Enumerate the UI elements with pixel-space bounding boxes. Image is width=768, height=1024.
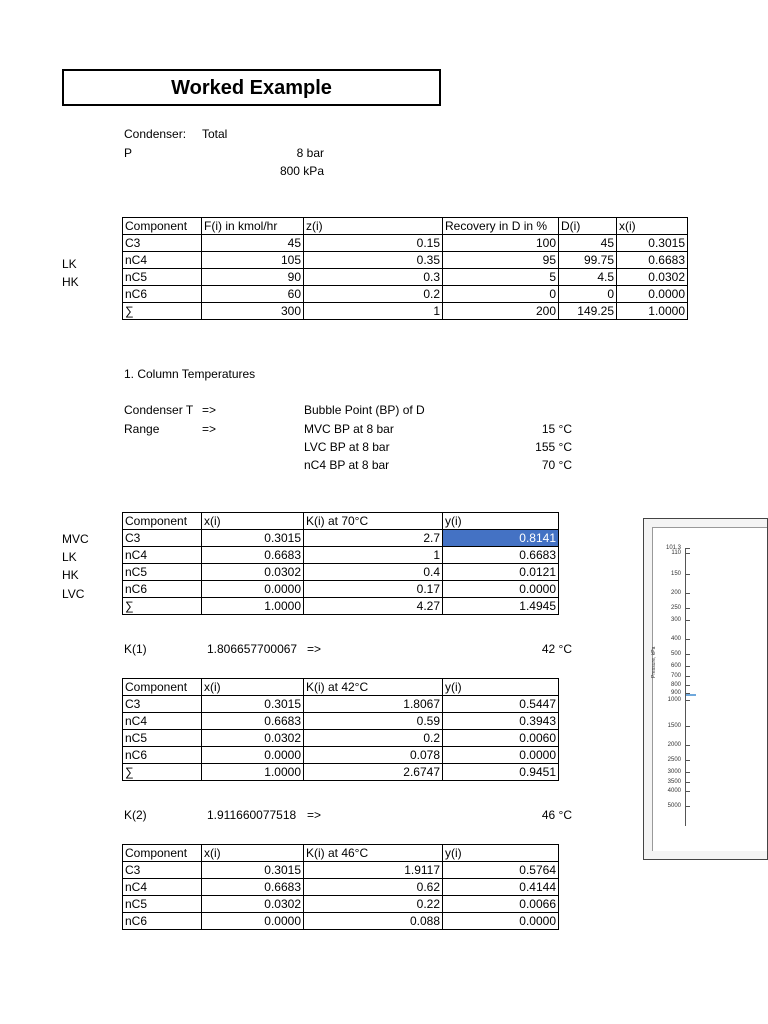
- value-cell: 0.6683: [202, 713, 304, 730]
- pressure-tick-label: 101.3: [665, 545, 681, 551]
- component-cell: nC4: [123, 879, 202, 896]
- pressure-tick-label: 2000: [667, 742, 681, 749]
- table-header-row: [123, 218, 688, 235]
- value-cell: 300: [202, 303, 304, 320]
- pressure-tick-mark: [685, 548, 690, 549]
- value-cell: 1: [304, 547, 443, 564]
- pressure-tick-mark: [685, 666, 690, 667]
- component-cell: ∑: [123, 303, 202, 320]
- nc4-bp-value: 70 °C: [541, 458, 572, 472]
- value-cell: 0.9451: [443, 764, 559, 781]
- value-cell: 0.0000: [443, 747, 559, 764]
- value-cell: 1.0000: [617, 303, 688, 320]
- chart-panel: [652, 527, 767, 851]
- side-label-mvc: MVC: [62, 532, 89, 546]
- side-label-lvc: LVC: [62, 587, 85, 601]
- depriester-chart-image: [643, 518, 768, 860]
- value-cell: 99.75: [559, 252, 617, 269]
- k1-arrow: =>: [307, 642, 322, 656]
- pressure-tick-label: 1500: [667, 723, 681, 730]
- value-cell: 1.9117: [304, 862, 443, 879]
- side-label-lk: LK: [62, 550, 77, 564]
- lvc-bp-desc: LVC BP at 8 bar: [304, 440, 390, 454]
- value-cell: 0.6683: [202, 547, 304, 564]
- value-cell: 0.3015: [202, 696, 304, 713]
- pressure-tick-label: 3500: [667, 779, 681, 786]
- value-cell: 0.3015: [617, 235, 688, 252]
- condenser-label: Condenser:: [124, 127, 187, 141]
- value-cell: 60: [202, 286, 304, 303]
- k-table-42c: [122, 678, 559, 781]
- table-row: [123, 862, 559, 879]
- value-cell: 0.5447: [443, 696, 559, 713]
- value-cell: 0.6683: [443, 547, 559, 564]
- value-cell: 0.0000: [202, 747, 304, 764]
- component-cell: nC5: [123, 896, 202, 913]
- pressure-tick-mark: [685, 700, 690, 701]
- value-cell: 0.17: [304, 581, 443, 598]
- value-cell: 2.7: [304, 530, 443, 547]
- table-row: [123, 530, 559, 547]
- table-row: [123, 252, 688, 269]
- column-header: y(i): [443, 845, 559, 862]
- pressure-axis-title: Pressure, kPa: [651, 646, 657, 678]
- value-cell: 0.3015: [202, 862, 304, 879]
- value-cell: 0.2: [304, 730, 443, 747]
- component-cell: C3: [123, 862, 202, 879]
- value-cell: 0.0000: [443, 581, 559, 598]
- k2-result: 46 °C: [541, 808, 572, 822]
- column-header: x(i): [202, 679, 304, 696]
- component-cell: nC5: [123, 269, 202, 286]
- pressure-kpa: 800 kPa: [279, 164, 324, 178]
- value-cell: 100: [443, 235, 559, 252]
- table-header-row: [123, 845, 559, 862]
- value-cell: 0.078: [304, 747, 443, 764]
- table-row: [123, 564, 559, 581]
- value-cell: 0.6683: [617, 252, 688, 269]
- column-header: x(i): [202, 513, 304, 530]
- pressure-tick-mark: [685, 745, 690, 746]
- table-row: [123, 764, 559, 781]
- range-arrow: =>: [202, 422, 217, 436]
- k2-value: 1.911660077518: [207, 808, 297, 822]
- pressure-tick-label: 4000: [667, 788, 681, 795]
- value-cell: 5: [443, 269, 559, 286]
- component-cell: nC6: [123, 747, 202, 764]
- pressure-tick-mark: [685, 639, 690, 640]
- pressure-tick-label: 200: [670, 590, 681, 596]
- pressure-tick-mark: [685, 772, 690, 773]
- pressure-tick-mark: [685, 685, 690, 686]
- value-cell: 105: [202, 252, 304, 269]
- value-cell: 0: [443, 286, 559, 303]
- value-cell: 0.088: [304, 913, 443, 930]
- range-label: Range: [124, 422, 160, 436]
- pressure-tick-label: 150: [670, 570, 681, 577]
- value-cell: 0.4144: [443, 879, 559, 896]
- value-cell: 1.0000: [202, 764, 304, 781]
- feed-side-label-hk: HK: [62, 275, 79, 289]
- table-row: [123, 879, 559, 896]
- column-header: z(i): [304, 218, 443, 235]
- pressure-tick-mark: [685, 654, 690, 655]
- table-row: [123, 235, 688, 252]
- pressure-label: P: [124, 146, 133, 160]
- side-label-hk: HK: [62, 568, 79, 582]
- value-cell: 45: [559, 235, 617, 252]
- value-cell: 0.0060: [443, 730, 559, 747]
- value-cell: 0.35: [304, 252, 443, 269]
- value-cell: 0.0000: [202, 913, 304, 930]
- value-cell: 0.0302: [202, 564, 304, 581]
- component-cell: C3: [123, 530, 202, 547]
- value-cell: 0.0000: [443, 913, 559, 930]
- value-cell: 200: [443, 303, 559, 320]
- pressure-tick-label: 700: [670, 672, 681, 679]
- column-header: x(i): [617, 218, 688, 235]
- value-cell: 4.5: [559, 269, 617, 286]
- value-cell: 0.59: [304, 713, 443, 730]
- pressure-bar: 8 bar: [296, 146, 324, 160]
- pressure-tick-mark: [685, 676, 690, 677]
- column-header: y(i): [443, 679, 559, 696]
- pressure-scale-line: [685, 548, 686, 826]
- section-heading: 1. Column Temperatures: [124, 367, 256, 381]
- pressure-tick-label: 400: [670, 635, 681, 642]
- pressure-tick-label: 5000: [667, 803, 681, 809]
- column-header: Component: [123, 845, 202, 862]
- pressure-tick-label: 250: [670, 604, 681, 611]
- pressure-tick-label: 110: [671, 550, 681, 557]
- table-row: [123, 547, 559, 564]
- value-cell: 1: [304, 303, 443, 320]
- value-cell: 2.6747: [304, 764, 443, 781]
- condenser-t-arrow: =>: [202, 403, 217, 417]
- k2-arrow: =>: [307, 808, 322, 822]
- pressure-tick-label: 2500: [667, 757, 681, 764]
- value-cell: 90: [202, 269, 304, 286]
- table-row: [123, 303, 688, 320]
- value-cell: 0.0066: [443, 896, 559, 913]
- table-row: [123, 730, 559, 747]
- value-cell: 0.62: [304, 879, 443, 896]
- value-cell: 149.25: [559, 303, 617, 320]
- pressure-tick-mark: [685, 760, 690, 761]
- component-cell: ∑: [123, 764, 202, 781]
- condenser-t-desc: Bubble Point (BP) of D: [304, 403, 425, 417]
- value-cell: 0.3015: [202, 530, 304, 547]
- value-cell: 1.8067: [304, 696, 443, 713]
- table-row: [123, 696, 559, 713]
- pressure-marker: [686, 694, 696, 696]
- table-row: [123, 913, 559, 930]
- pressure-tick-label: 1000: [667, 696, 681, 703]
- component-cell: nC5: [123, 564, 202, 581]
- value-cell: 0.0000: [202, 581, 304, 598]
- condenser-value: Total: [202, 127, 228, 141]
- value-cell: 0.3: [304, 269, 443, 286]
- value-cell: 4.27: [304, 598, 443, 615]
- pressure-tick-mark: [685, 806, 690, 807]
- table-row: [123, 896, 559, 913]
- table-row: [123, 286, 688, 303]
- column-header: Component: [123, 513, 202, 530]
- value-cell: 0.0302: [202, 730, 304, 747]
- feed-side-label-lk: LK: [62, 257, 77, 271]
- lvc-bp-value: 155 °C: [535, 440, 572, 454]
- column-header: F(i) in kmol/hr: [202, 218, 304, 235]
- k1-value: 1.806657700067: [207, 642, 298, 656]
- mvc-bp-value: 15 °C: [541, 422, 572, 436]
- column-header: K(i) at 42°C: [304, 679, 443, 696]
- component-cell: C3: [123, 696, 202, 713]
- k2-label: K(2): [124, 808, 147, 822]
- pressure-tick-mark: [685, 726, 690, 727]
- table-row: [123, 713, 559, 730]
- component-cell: nC5: [123, 730, 202, 747]
- column-header: Component: [123, 679, 202, 696]
- value-cell: 45: [202, 235, 304, 252]
- pressure-tick-label: 300: [670, 616, 681, 623]
- table-row: [123, 598, 559, 615]
- pressure-tick-label: 500: [670, 650, 681, 657]
- table-row: [123, 747, 559, 764]
- value-cell: 0.2: [304, 286, 443, 303]
- pressure-tick-mark: [685, 553, 690, 554]
- pressure-tick-label: 800: [670, 681, 681, 688]
- pressure-tick-mark: [685, 791, 690, 792]
- pressure-tick-mark: [685, 593, 690, 594]
- value-cell: 0.8141: [443, 530, 559, 547]
- value-cell: 95: [443, 252, 559, 269]
- component-cell: ∑: [123, 598, 202, 615]
- condenser-t-label: Condenser T: [124, 403, 194, 417]
- component-cell: nC4: [123, 547, 202, 564]
- table-row: [123, 581, 559, 598]
- page-title: Worked Example: [62, 69, 441, 106]
- mvc-bp-desc: MVC BP at 8 bar: [304, 422, 394, 436]
- pressure-tick-label: 3000: [667, 769, 681, 776]
- column-header: y(i): [443, 513, 559, 530]
- table-header-row: [123, 679, 559, 696]
- pressure-tick-mark: [685, 620, 690, 621]
- value-cell: 0.0302: [617, 269, 688, 286]
- component-cell: C3: [123, 235, 202, 252]
- component-cell: nC4: [123, 252, 202, 269]
- column-header: K(i) at 70°C: [304, 513, 443, 530]
- value-cell: 0.6683: [202, 879, 304, 896]
- column-header: K(i) at 46°C: [304, 845, 443, 862]
- pressure-tick-mark: [685, 574, 690, 575]
- table-header-row: [123, 513, 559, 530]
- pressure-tick-mark: [685, 608, 690, 609]
- component-cell: nC4: [123, 713, 202, 730]
- pressure-tick-mark: [685, 782, 690, 783]
- value-cell: 0.0121: [443, 564, 559, 581]
- value-cell: 0.22: [304, 896, 443, 913]
- value-cell: 0.3943: [443, 713, 559, 730]
- value-cell: 0.0000: [617, 286, 688, 303]
- value-cell: 0.0302: [202, 896, 304, 913]
- component-cell: nC6: [123, 286, 202, 303]
- k-table-70c: [122, 512, 559, 615]
- column-header: Recovery in D in %: [443, 218, 559, 235]
- component-cell: nC6: [123, 913, 202, 930]
- k-table-46c: [122, 844, 559, 930]
- column-header: x(i): [202, 845, 304, 862]
- table-row: [123, 269, 688, 286]
- value-cell: 1.4945: [443, 598, 559, 615]
- k1-result: 42 °C: [541, 642, 572, 656]
- value-cell: 1.0000: [202, 598, 304, 615]
- pressure-tick-label: 600: [670, 662, 681, 669]
- value-cell: 0: [559, 286, 617, 303]
- feed-table: [122, 217, 688, 320]
- pressure-tick-label: 900: [670, 689, 681, 696]
- column-header: Component: [123, 218, 202, 235]
- column-header: D(i): [559, 218, 617, 235]
- k1-label: K(1): [124, 642, 147, 656]
- component-cell: nC6: [123, 581, 202, 598]
- value-cell: 0.5764: [443, 862, 559, 879]
- nc4-bp-desc: nC4 BP at 8 bar: [304, 458, 390, 472]
- value-cell: 0.15: [304, 235, 443, 252]
- value-cell: 0.4: [304, 564, 443, 581]
